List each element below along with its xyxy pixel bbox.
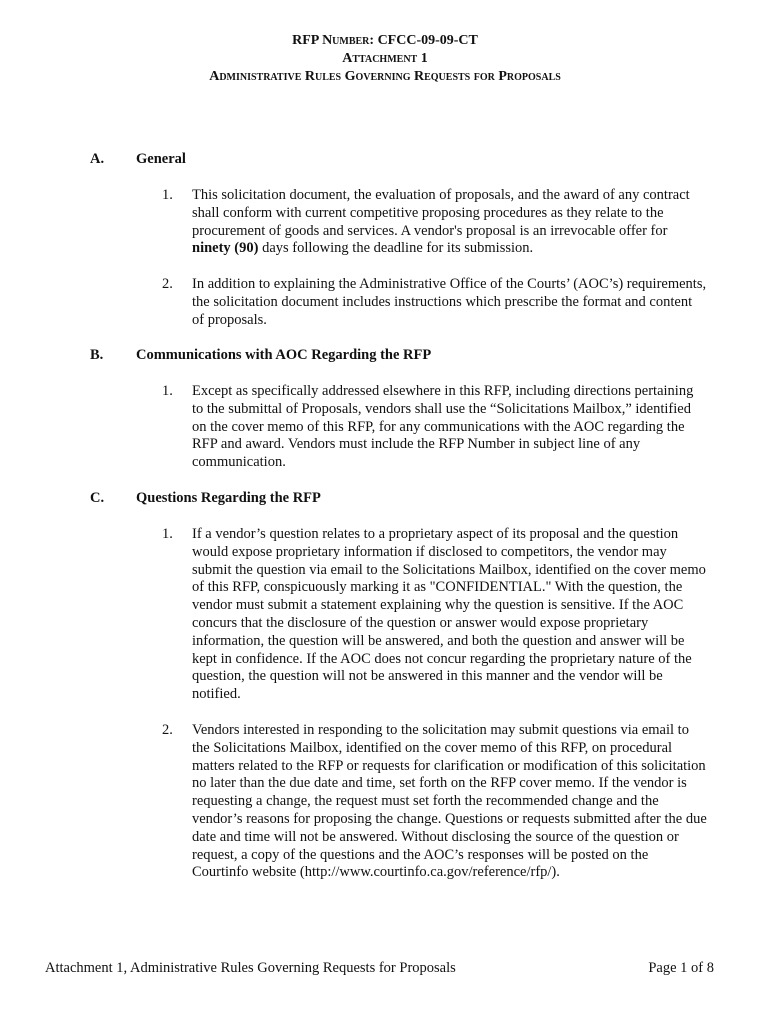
section-c-item-2-number: 2. bbox=[162, 722, 173, 738]
section-c-item-2-text: Vendors interested in responding to the solicitation may submit questions via email to the Solicitations Mailbox, identified on the cover memo of this RFP, on procedural matters related to the RFP or requests for clarification or modification of this solicitation no later than the due date and time, set forth on the RFP cover memo. If the vendor is requesting a change, the request must set forth the recommended change and the vendor’s reasons for proposing the change. Questions or requests submitted after the due date and time will not be answered. Without disclosing the source of the question or request, a copy of the questions and the AOC’s responses will be posted on the Courtinfo website (http://www.courtinfo.ca.gov/reference/rfp/). bbox=[192, 722, 707, 881]
section-b-item-1-number: 1. bbox=[162, 383, 173, 399]
section-a-title: General bbox=[136, 151, 186, 167]
document-title: Administrative Rules Governing Requests for Proposals bbox=[209, 69, 561, 84]
rfp-number-heading bbox=[0, 32, 770, 50]
section-a-item-1-text-start: This solicitation document, the evaluation of proposals, and the award of any contract shall conform with current competitive proposing procedures as they relate to the procurement of goods and services. A vendor's proposal is an irrevocable offer for bbox=[192, 187, 690, 239]
rfp-label: RFP bbox=[292, 33, 319, 48]
section-a-item-1-number: 1. bbox=[162, 187, 173, 203]
number-label: Number: bbox=[322, 33, 375, 48]
section-c-letter: C. bbox=[90, 490, 105, 506]
section-a-item-1-text bbox=[192, 187, 707, 258]
attachment-heading: Attachment 1 bbox=[342, 51, 428, 66]
section-b-item-1-text: Except as specifically addressed elsewhere in this RFP, including directions pertaining to the submittal of Proposals, vendors shall use the “Solicitations Mailbox,” identified on the cover memo of this RFP, for any communications with the AOC regarding the RFP and award. Vendors must include the RFP Number in subject line of any communication. bbox=[192, 383, 694, 471]
rfp-number-value: CFCC-09-09-CT bbox=[377, 33, 478, 48]
section-b-letter: B. bbox=[90, 347, 104, 363]
section-c-item-1-number: 1. bbox=[162, 526, 173, 542]
section-a-item-2-number: 2. bbox=[162, 276, 173, 292]
section-c-item-1-text: If a vendor’s question relates to a proprietary aspect of its proposal and the question would expose proprietary information if disclosed to competitors, the vendor may submit the question via email to the Solicitations Mailbox, identified on the cover memo of this RFP, conspicuously marking it as "CONFIDENTIAL." With the question, the vendor must submit a statement explaining why the question is sensitive. If the AOC concurs that the disclosure of the question or answer would expose proprietary information, the question will be answered, and both the question and answer will be kept in confidence. If the AOC does not concur regarding the proprietary nature of the question, the question will not be answered in this manner and the vendor will be notified. bbox=[192, 526, 706, 703]
section-a-item-1-text-end: days following the deadline for its submission. bbox=[258, 240, 534, 257]
section-a-letter: A. bbox=[90, 151, 105, 167]
section-c-title: Questions Regarding the RFP bbox=[136, 490, 321, 506]
section-b-title: Communications with AOC Regarding the RFP bbox=[136, 347, 432, 363]
section-a-item-2-text: In addition to explaining the Administrative Office of the Courts’ (AOC’s) requirements, the solicitation document includes instructions which prescribe the format and content of proposals. bbox=[192, 276, 707, 328]
offer-duration: ninety (90) bbox=[192, 240, 259, 257]
page-number: Page 1 of 8 bbox=[648, 960, 714, 976]
footer-title: Attachment 1, Administrative Rules Governing Requests for Proposals bbox=[45, 960, 456, 976]
